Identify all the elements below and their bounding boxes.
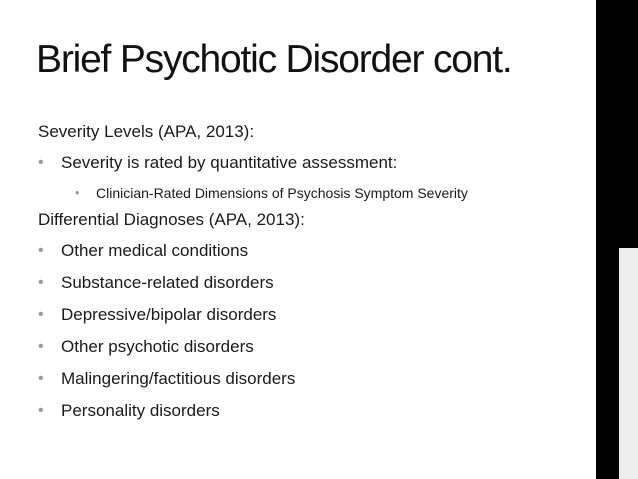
slide-title: Brief Psychotic Disorder cont. <box>36 38 512 81</box>
list-item-text: Malingering/factitious disorders <box>61 369 296 388</box>
bullet-icon: • <box>38 338 44 355</box>
bullet-icon: • <box>38 154 44 171</box>
list-item <box>38 396 588 428</box>
sub-list-item <box>38 180 588 206</box>
list-item <box>38 332 588 364</box>
list-item <box>38 148 588 180</box>
bullet-icon: • <box>38 274 44 291</box>
list-item-text: Other medical conditions <box>61 241 249 260</box>
bullet-icon: • <box>38 402 44 419</box>
list-item-text: Other psychotic disorders <box>61 337 254 356</box>
section-heading-differential: Differential Diagnoses (APA, 2013): <box>38 210 305 229</box>
side-bar-accent <box>619 248 638 479</box>
bullet-icon: • <box>38 242 44 259</box>
bullet-icon: • <box>38 370 44 387</box>
slide-body <box>38 118 588 428</box>
section-heading-severity: Severity Levels (APA, 2013): <box>38 122 255 141</box>
bullet-icon: • <box>75 185 80 200</box>
list-item <box>38 300 588 332</box>
list-item <box>38 268 588 300</box>
list-item-text: Depressive/bipolar disorders <box>61 305 277 324</box>
list-item-text: Substance-related disorders <box>61 273 274 292</box>
list-item-text: Severity is rated by quantitative assessment: <box>61 153 398 172</box>
list-item-text: Personality disorders <box>61 401 220 420</box>
bullet-icon: • <box>38 306 44 323</box>
sub-list-item-text: Clinician-Rated Dimensions of Psychosis Symptom Severity <box>96 185 468 201</box>
list-item <box>38 364 588 396</box>
list-item <box>38 236 588 268</box>
